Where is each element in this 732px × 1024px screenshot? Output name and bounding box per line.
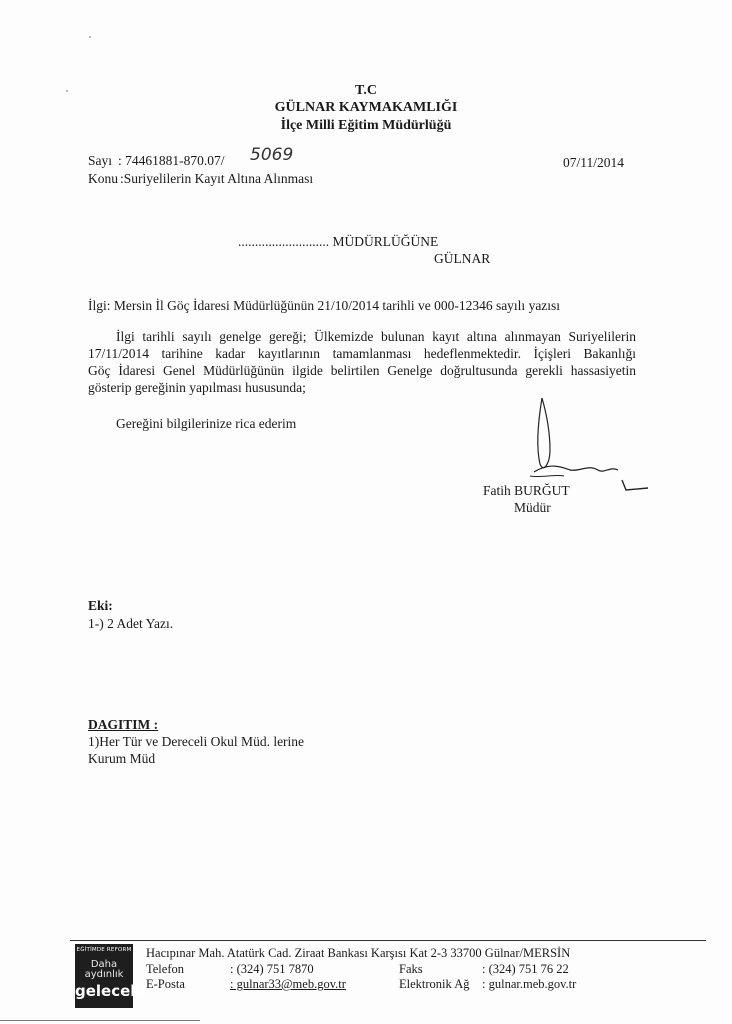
recipient-line: ........................... MÜDÜRLÜĞÜNE — [238, 234, 439, 249]
body-line: gösterip gereğinin yapılması hususunda; — [88, 380, 306, 395]
footer-phone-value: : (324) 751 7870 — [230, 962, 314, 976]
body-paragraph — [88, 328, 636, 396]
body-line: İlgi tarihli sayılı genelge gereği; Ülkemizde bulunan kayıt altına alınmayan Suriyelilerin — [116, 329, 636, 344]
footer-fax-label: Faks — [399, 962, 423, 976]
scan-speck — [89, 36, 91, 38]
footer-email-label: E-Posta — [146, 977, 185, 991]
footer-phone-label: Telefon — [146, 962, 184, 976]
logo-text: EĞİTİMDE REFORM — [76, 947, 132, 953]
konu-value: :Suriyelilerin Kayıt Altına Alınması — [120, 171, 314, 186]
document-date: 07/11/2014 — [563, 155, 625, 170]
konu-label: Konu — [88, 171, 118, 186]
body-line: 17/11/2014 tarihine kadar kayıtlarının tamamlanması hedeflenmektedir. İçişleri Bakanlığı — [88, 346, 636, 361]
footer-network-value: : gulnar.meb.gov.tr — [482, 977, 577, 991]
ilgi-reference: İlgi: Mersin İl Göç İdaresi Müdürlüğünün 21/10/2014 tarihli ve 000-12346 sayılı yazısı — [88, 298, 561, 313]
footer-network-label: Elektronik Ağ — [399, 977, 470, 991]
closing-sentence: Gereğini bilgilerinize rica ederim — [116, 416, 297, 431]
letterhead-tc: T.C — [355, 83, 377, 98]
signatory-name: Fatih BURĞUT — [483, 483, 570, 498]
logo-text: Daha aydınlık — [84, 958, 124, 980]
body-line: Göç İdaresi Genel Müdürlüğünün ilgide belirtilen Genelge doğrultusunda gerekli hassasiyetin — [88, 363, 636, 378]
footer-email-link[interactable]: : gulnar33@meb.gov.tr — [230, 977, 346, 991]
distribution-heading: DAGITIM : — [88, 717, 159, 732]
sayi-handwritten-number: 5069 — [250, 145, 294, 165]
attachments-heading: Eki: — [88, 598, 113, 613]
distribution-line: Kurum Müd — [88, 751, 156, 766]
bottom-divider — [0, 1020, 200, 1021]
attachment-item: 1-) 2 Adet Yazı. — [88, 616, 174, 631]
sayi-label: Sayı — [88, 153, 113, 168]
education-reform-logo — [75, 944, 148, 1008]
sayi-value: : 74461881-870.07/ — [118, 153, 225, 168]
letterhead-district: GÜLNAR KAYMAKAMLIĞI — [274, 100, 458, 115]
letterhead-directorate: İlçe Milli Eğitim Müdürlüğü — [280, 118, 452, 133]
footer-address: Hacıpınar Mah. Atatürk Cad. Ziraat Bankası Karşısı Kat 2-3 33700 Gülnar/MERSİN — [146, 946, 571, 960]
footer-divider — [70, 940, 706, 941]
distribution-line: 1)Her Tür ve Dereceli Okul Müd. lerine — [88, 734, 305, 749]
signatory-title: Müdür — [514, 500, 551, 515]
recipient-city: GÜLNAR — [434, 251, 491, 266]
footer-fax-value: : (324) 751 76 22 — [482, 962, 569, 976]
logo-text: gelecek! — [75, 981, 148, 1000]
